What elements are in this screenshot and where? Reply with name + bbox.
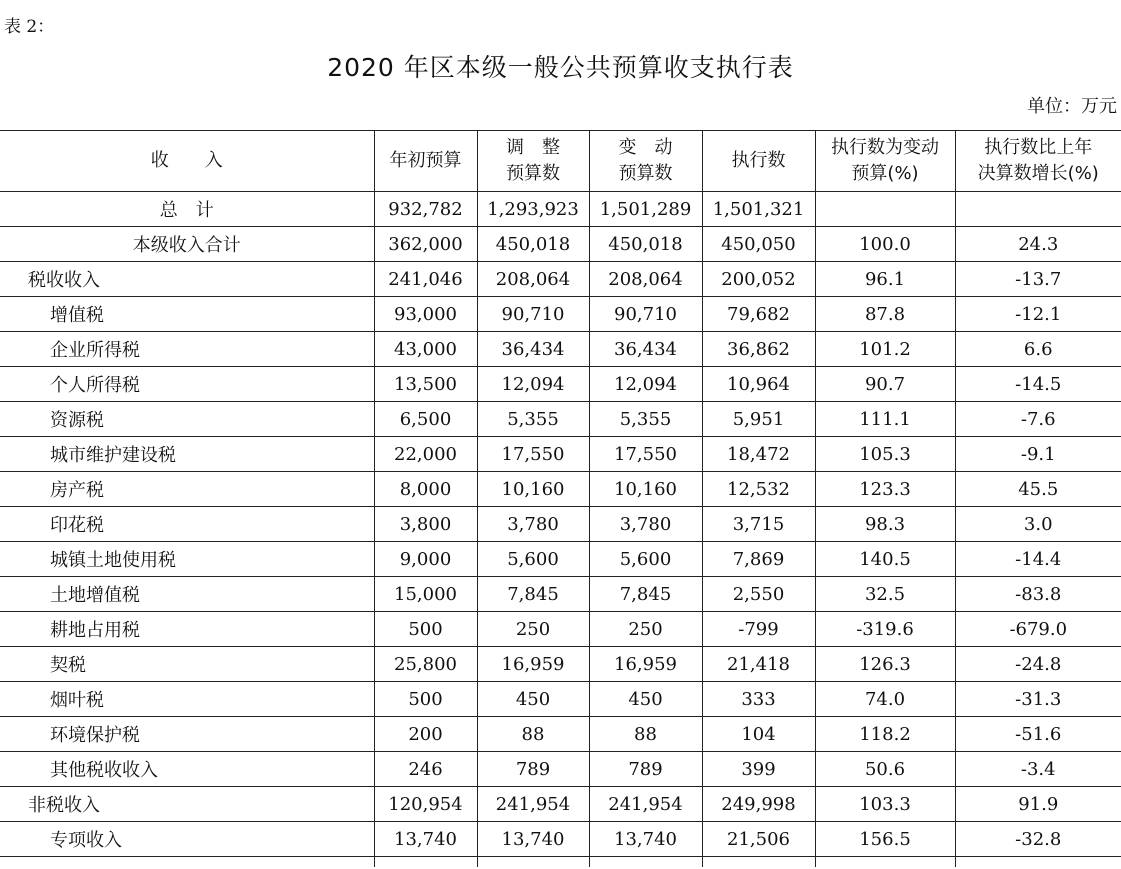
cell-c4: 333: [702, 682, 815, 717]
cell-c1: 43,000: [374, 332, 477, 367]
budget-table: [0, 130, 1121, 867]
cell-c1: 3,800: [374, 507, 477, 542]
table-row: [0, 682, 1121, 717]
table-row: [0, 787, 1121, 822]
header-pct-line2: 预算(%): [851, 163, 919, 184]
cell-c5: 101.2: [815, 332, 955, 367]
table-row: [0, 647, 1121, 682]
cell-c3: 17,550: [589, 437, 702, 472]
header-pct-line1: 执行数为变动: [831, 137, 939, 158]
row-label: 印花税: [0, 507, 374, 542]
table-label: 表 2：: [4, 17, 55, 37]
cell-c4: 79,682: [702, 297, 815, 332]
cell-c1: 500: [374, 682, 477, 717]
cell-c1: 93,000: [374, 297, 477, 332]
cell-c6: -9.1: [955, 437, 1121, 472]
cell-c2: 450,018: [477, 227, 589, 262]
cell-c1: 362,000: [374, 227, 477, 262]
cell-c3: 789: [589, 752, 702, 787]
cell-c6: 24.3: [955, 227, 1121, 262]
table-row: [0, 367, 1121, 402]
cell-c4: 36,862: [702, 332, 815, 367]
row-label: 本级收入合计: [0, 227, 374, 262]
table-row: [0, 717, 1121, 752]
table-row: [0, 227, 1121, 262]
cell-c5: 103.3: [815, 787, 955, 822]
table-header: [0, 131, 1121, 192]
cell-c2: 1,293,923: [477, 192, 589, 227]
cell-c2: 88: [477, 717, 589, 752]
table-row: [0, 437, 1121, 472]
cell-c1: 200: [374, 717, 477, 752]
row-label: 耕地占用税: [0, 612, 374, 647]
cell-c1: 120,954: [374, 787, 477, 822]
cell-c6: -14.5: [955, 367, 1121, 402]
row-label: 资源税: [0, 402, 374, 437]
cell-c5: 87.8: [815, 297, 955, 332]
table-row: [0, 752, 1121, 787]
row-label: 个人所得税: [0, 367, 374, 402]
table-body: [0, 192, 1121, 868]
row-label: 其他税收收入: [0, 752, 374, 787]
row-label: 专项收入: [0, 822, 374, 857]
cell-c4: 10,964: [702, 367, 815, 402]
cell-c6: -7.6: [955, 402, 1121, 437]
cell-c2: 12,094: [477, 367, 589, 402]
cell-c5: 100.0: [815, 227, 955, 262]
header-changed-line2: 预算数: [618, 163, 673, 184]
empty-cell: [0, 857, 374, 868]
table-row: [0, 472, 1121, 507]
cell-c5: 126.3: [815, 647, 955, 682]
table-row: [0, 542, 1121, 577]
cell-c2: 10,160: [477, 472, 589, 507]
table-row: [0, 262, 1121, 297]
cell-c2: 13,740: [477, 822, 589, 857]
cell-c5: 90.7: [815, 367, 955, 402]
cell-c5: 96.1: [815, 262, 955, 297]
cell-c4: 450,050: [702, 227, 815, 262]
cell-c3: 12,094: [589, 367, 702, 402]
cell-c4: 21,418: [702, 647, 815, 682]
header-growth: [955, 131, 1121, 192]
header-adjusted-line2: 预算数: [506, 163, 560, 184]
cell-c4: 2,550: [702, 577, 815, 612]
cell-c5: 111.1: [815, 402, 955, 437]
cell-c3: 3,780: [589, 507, 702, 542]
cell-c1: 15,000: [374, 577, 477, 612]
cell-c5: 32.5: [815, 577, 955, 612]
cell-c2: 450: [477, 682, 589, 717]
page-title: 2020 年区本级一般公共预算收支执行表: [327, 53, 794, 82]
cell-c3: 16,959: [589, 647, 702, 682]
cell-c5: 74.0: [815, 682, 955, 717]
empty-cell: [955, 857, 1121, 868]
table-row: [0, 577, 1121, 612]
header-growth-line1: 执行数比上年: [984, 137, 1093, 158]
cell-c2: 17,550: [477, 437, 589, 472]
cell-c2: 7,845: [477, 577, 589, 612]
cell-c4: 200,052: [702, 262, 815, 297]
cell-c4: 104: [702, 717, 815, 752]
cell-c5: [815, 192, 955, 227]
row-label: 增值税: [0, 297, 374, 332]
cell-c6: -12.1: [955, 297, 1121, 332]
cell-c5: 105.3: [815, 437, 955, 472]
header-income: 收 入: [0, 131, 374, 192]
header-initial-budget: 年初预算: [374, 131, 477, 192]
cell-c2: 36,434: [477, 332, 589, 367]
cell-c4: 5,951: [702, 402, 815, 437]
row-label: 城市维护建设税: [0, 437, 374, 472]
row-label: 总 计: [0, 192, 374, 227]
header-row: [0, 131, 1121, 192]
cell-c3: 10,160: [589, 472, 702, 507]
cell-c3: 7,845: [589, 577, 702, 612]
cell-c1: 6,500: [374, 402, 477, 437]
cell-c1: 9,000: [374, 542, 477, 577]
cell-c1: 500: [374, 612, 477, 647]
header-changed-line1: 变 动: [618, 137, 673, 158]
cell-c5: 118.2: [815, 717, 955, 752]
cell-c1: 932,782: [374, 192, 477, 227]
cell-c2: 16,959: [477, 647, 589, 682]
cell-c2: 5,355: [477, 402, 589, 437]
cell-c5: 98.3: [815, 507, 955, 542]
row-label: 非税收入: [0, 787, 374, 822]
cell-c4: 7,869: [702, 542, 815, 577]
cell-c4: 249,998: [702, 787, 815, 822]
cell-c1: 13,740: [374, 822, 477, 857]
cell-c1: 8,000: [374, 472, 477, 507]
table-row: [0, 402, 1121, 437]
row-label: 税收收入: [0, 262, 374, 297]
cell-c6: 3.0: [955, 507, 1121, 542]
cell-c6: 91.9: [955, 787, 1121, 822]
empty-cell: [477, 857, 589, 868]
cell-c5: 123.3: [815, 472, 955, 507]
cell-c6: [955, 192, 1121, 227]
row-label: 烟叶税: [0, 682, 374, 717]
cell-c3: 5,355: [589, 402, 702, 437]
cell-c6: -3.4: [955, 752, 1121, 787]
cell-c6: 6.6: [955, 332, 1121, 367]
cell-c1: 22,000: [374, 437, 477, 472]
cell-c6: -24.8: [955, 647, 1121, 682]
cell-c3: 88: [589, 717, 702, 752]
cell-c3: 5,600: [589, 542, 702, 577]
cell-c2: 208,064: [477, 262, 589, 297]
cell-c2: 241,954: [477, 787, 589, 822]
header-adjusted-line1: 调 整: [506, 137, 560, 158]
cell-c3: 450,018: [589, 227, 702, 262]
cell-c3: 241,954: [589, 787, 702, 822]
table-row: [0, 507, 1121, 542]
row-label: 企业所得税: [0, 332, 374, 367]
cell-c2: 250: [477, 612, 589, 647]
cell-c4: 399: [702, 752, 815, 787]
cell-c4: 3,715: [702, 507, 815, 542]
row-label: 城镇土地使用税: [0, 542, 374, 577]
row-label: 契税: [0, 647, 374, 682]
cell-c5: 140.5: [815, 542, 955, 577]
table-row-partial: [0, 857, 1121, 868]
empty-cell: [702, 857, 815, 868]
table-row: [0, 332, 1121, 367]
cell-c1: 13,500: [374, 367, 477, 402]
cell-c6: -51.6: [955, 717, 1121, 752]
cell-c4: 12,532: [702, 472, 815, 507]
cell-c4: 21,506: [702, 822, 815, 857]
header-pct-of-budget: [815, 131, 955, 192]
row-label: 环境保护税: [0, 717, 374, 752]
cell-c5: 50.6: [815, 752, 955, 787]
cell-c2: 5,600: [477, 542, 589, 577]
header-changed-budget: [589, 131, 702, 192]
row-label: 土地增值税: [0, 577, 374, 612]
cell-c3: 90,710: [589, 297, 702, 332]
unit-label: 单位：万元: [1027, 96, 1117, 117]
cell-c4: -799: [702, 612, 815, 647]
cell-c3: 208,064: [589, 262, 702, 297]
cell-c4: 1,501,321: [702, 192, 815, 227]
cell-c6: -32.8: [955, 822, 1121, 857]
cell-c3: 1,501,289: [589, 192, 702, 227]
row-label: 房产税: [0, 472, 374, 507]
table-row: [0, 297, 1121, 332]
cell-c6: -679.0: [955, 612, 1121, 647]
header-adjusted-budget: [477, 131, 589, 192]
cell-c2: 90,710: [477, 297, 589, 332]
cell-c3: 450: [589, 682, 702, 717]
cell-c1: 241,046: [374, 262, 477, 297]
cell-c6: 45.5: [955, 472, 1121, 507]
cell-c5: -319.6: [815, 612, 955, 647]
empty-cell: [374, 857, 477, 868]
cell-c4: 18,472: [702, 437, 815, 472]
cell-c6: -14.4: [955, 542, 1121, 577]
cell-c6: -31.3: [955, 682, 1121, 717]
empty-cell: [589, 857, 702, 868]
cell-c5: 156.5: [815, 822, 955, 857]
table-row: [0, 822, 1121, 857]
table-row: [0, 612, 1121, 647]
cell-c2: 789: [477, 752, 589, 787]
cell-c6: -83.8: [955, 577, 1121, 612]
cell-c3: 36,434: [589, 332, 702, 367]
empty-cell: [815, 857, 955, 868]
cell-c1: 246: [374, 752, 477, 787]
cell-c6: -13.7: [955, 262, 1121, 297]
cell-c1: 25,800: [374, 647, 477, 682]
cell-c3: 13,740: [589, 822, 702, 857]
cell-c3: 250: [589, 612, 702, 647]
header-growth-line2: 决算数增长(%): [977, 163, 1099, 184]
table-row: [0, 192, 1121, 227]
cell-c2: 3,780: [477, 507, 589, 542]
header-actual: 执行数: [702, 131, 815, 192]
